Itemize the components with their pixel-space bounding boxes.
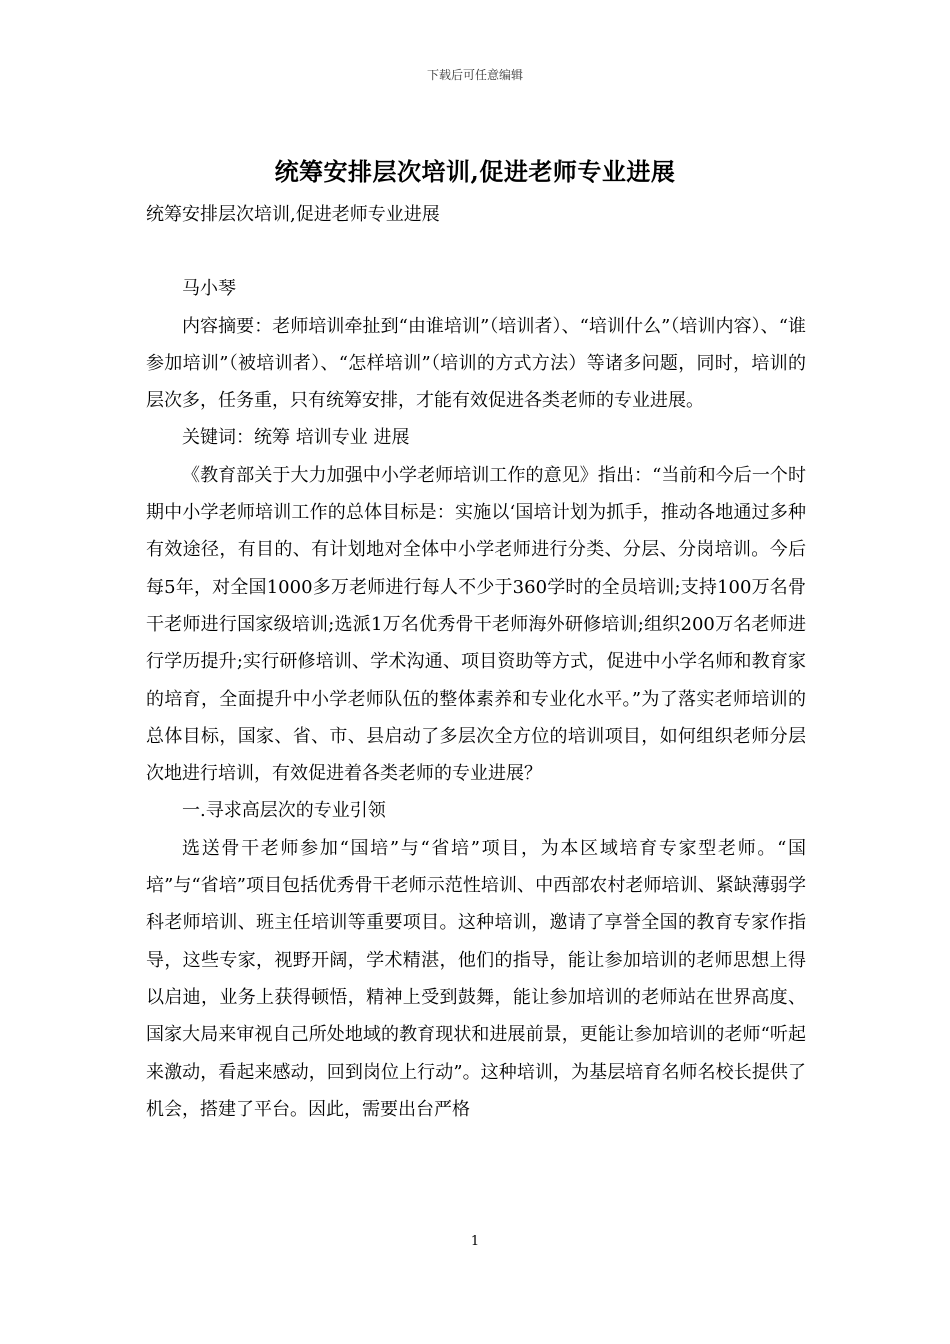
section-heading: 一.寻求高层次的专业引领 bbox=[182, 800, 386, 822]
page-header-note: 下载后可任意编辑 bbox=[426, 68, 523, 82]
body-paragraph: 《教育部关于大力加强中小学老师培训工作的意见》指出：“当前和今后一个时期中小学老师培训工作的总体目标是：实施以‘国培计划为抓手，推动各地通过多种有效途径，有目的、有计划地对全体中小学老师进行分类、分层、分岗培训。今后每5年，对全国1000多万老师进行每人不少于360学时的全员培训;支持100万名骨干老师进行国家级培训;选派1万名优秀骨干老师海外研修培训;组织200万名老师进行学历提升;实行研修培训、学术沟通、项目资助等方式，促进中小学名师和教育家的培育，全面提升中小学老师队伍的整体素养和专业化水平。”为了落实老师培训的总体目标，国家、省、市、县启动了多层次全方位的培训项目，如何组织老师分层次地进行培训，有效促进着各类老师的专业进展？ bbox=[146, 464, 806, 785]
page-number: 1 bbox=[470, 1234, 480, 1249]
keywords-paragraph: 关键词：统筹 培训专业 进展 bbox=[182, 427, 410, 449]
abstract-paragraph: 内容摘要：老师培训牵扯到“由谁培训”（培训者）、“培训什么”（培训内容）、“谁参加培训”（被培训者）、“怎样培训”（培训的方式方法）等诸多问题，同时，培训的层次多，任务重，只有统筹安排，才能有效促进各类老师的专业进展。 bbox=[146, 315, 806, 412]
author-name: 马小琴 bbox=[182, 278, 236, 300]
document-body bbox=[146, 196, 806, 1128]
document-title: 统筹安排层次培训,促进老师专业进展 bbox=[274, 157, 676, 186]
body-paragraph: 选送骨干老师参加“国培”与“省培”项目，为本区域培育专家型老师。“国培”与“省培”项目包括优秀骨干老师示范性培训、中西部农村老师培训、紧缺薄弱学科老师培训、班主任培训等重要项目。这种培训，邀请了享誉全国的教育专家作指导，这些专家，视野开阔，学术精湛，他们的指导，能让参加培训的老师思想上得以启迪，业务上获得顿悟，精神上受到鼓舞，能让参加培训的老师站在世界高度、国家大局来审视自己所处地域的教育现状和进展前景，更能让参加培训的老师“听起来激动，看起来感动，回到岗位上行动”。这种培训，为基层培育名师名校长提供了机会，搭建了平台。因此，需要出台严格 bbox=[146, 837, 806, 1120]
document-subtitle: 统筹安排层次培训,促进老师专业进展 bbox=[146, 204, 440, 225]
